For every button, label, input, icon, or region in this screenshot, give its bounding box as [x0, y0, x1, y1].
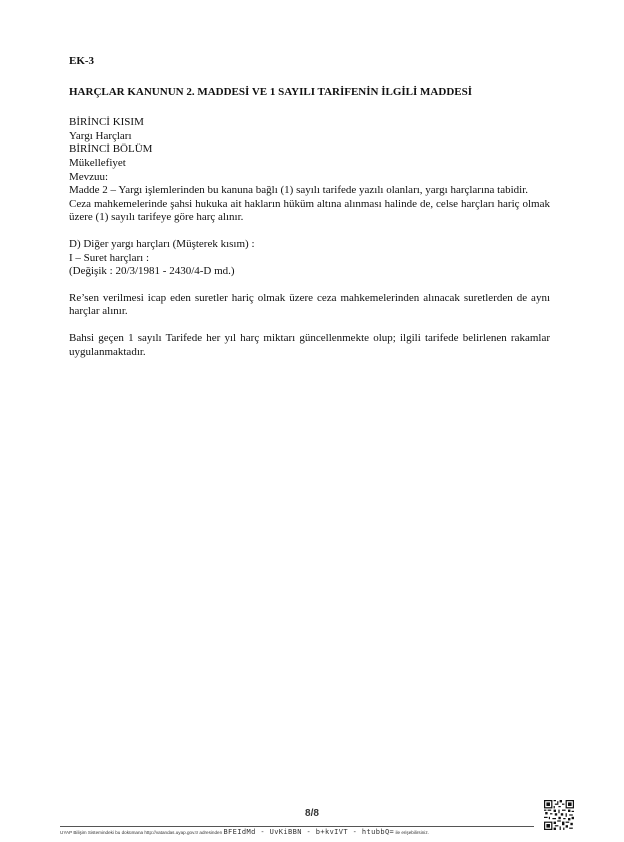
update-paragraph: Bahsi geçen 1 sayılı Tarifede her yıl harç miktarı güncellenmekte olup; ilgili tarifede belirlenen rakamlar uygulanmaktadır. [69, 331, 550, 358]
footer-note-suffix: ile erişebilirsiniz. [395, 830, 429, 835]
page-number: 8/8 [305, 808, 319, 819]
chapter-heading: BİRİNCİ BÖLÜM [69, 143, 153, 156]
section-name: Yargı Harçları [69, 129, 132, 142]
document-title: HARÇLAR KANUNUN 2. MADDESİ VE 1 SAYILI TARİFENİN İLGİLİ MADDESİ [69, 85, 472, 98]
footer-note-prefix: UYAP Bilişim Sistemindeki bu dokümana http://vatandas.uyap.gov.tr adresinden [60, 830, 223, 835]
footer-divider [60, 826, 534, 827]
footer-verification-note [60, 828, 540, 837]
copy-fees-heading: I – Suret harçları : [69, 251, 150, 264]
chapter-name: Mükellefiyet [69, 156, 126, 169]
article-2-paragraph: Madde 2 – Yargı işlemlerinden bu kanuna bağlı (1) sayılı tarifede yazılı olanları, yargı harçlarına tabidir. [69, 184, 529, 197]
criminal-courts-paragraph: Ceza mahkemelerinde şahsi hukuka ait hakların hüküm altına alınması halinde de, celse harçları hariç olmak üzere (1) sayılı tarifeye göre harç alınır. [69, 197, 550, 224]
document-body [69, 55, 550, 359]
other-fees-heading: D) Diğer yargı harçları (Müşterek kısım) : [69, 237, 255, 250]
section-heading: BİRİNCİ KISIM [69, 116, 144, 129]
annex-label: EK-3 [69, 55, 95, 67]
paragraph-gap [69, 225, 550, 238]
paragraph-gap [69, 319, 550, 332]
copies-paragraph: Re’sen verilmesi icap eden suretler hariç olmak üzere ceza mahkemelerinden alınacak suretlerden de aynı harçlar alınır. [69, 291, 550, 318]
verification-code: BFEIdMd - UvKiBBN - b+kvIVT - htubbQ= [223, 828, 395, 836]
qr-code-icon [544, 800, 574, 830]
paragraph-gap [69, 279, 550, 292]
amendment-note: (Değişik : 20/3/1981 - 2430/4-D md.) [69, 265, 235, 278]
subject-label: Mevzuu: [69, 170, 109, 183]
